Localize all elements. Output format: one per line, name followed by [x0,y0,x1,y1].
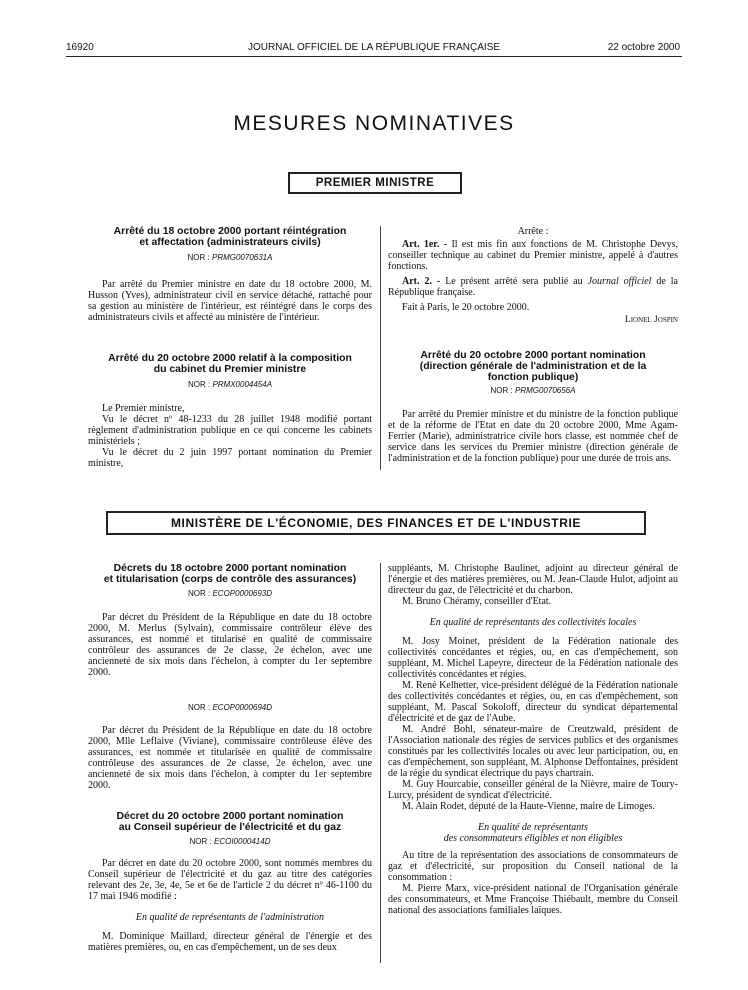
fait-a-paris: Fait à Paris, le 20 octobre 2000. [402,302,530,313]
nor-reference: NOR : ECOP0000694D [187,703,273,712]
page-number: 16920 [66,42,94,53]
decrets-right-column [388,563,678,916]
member-entry: suppléants, M. Christophe Baulinet, adjoint au directeur général de l'énergie et des matières premières, ou M. Jean-Claude Hulot, adjoint au directeur du gaz, de l'électricité et du charbon. [388,563,678,596]
subsection-heading: En qualité de représentants des collectivités locales [429,617,637,628]
member-entry: M. Pierre Marx, vice-président national de l'Organisation générale des consommateurs, et Mme Françoise Thiébault, membre du Conseil national des associations familiales laïques. [388,883,678,916]
nor-reference: NOR : ECOI0000414D [189,837,271,846]
section-banner-premier-ministre: PREMIER MINISTRE [288,172,462,194]
arrete-title: Arrêté du 20 octobre 2000 portant nomination (direction générale de l'administration et de la fonction publique) [419,350,647,383]
arrete-text: Par arrêté du Premier ministre et du ministre de la fonction publique et de la réforme de l'Etat en date du 20 octobre 2000, Mme Agam-Ferrier (Marie), administratrice civile hors classe, est nommée chef de service dans les services du Premier ministre (direction générale de l'administration et de la fonction publique) pour une durée de trois ans. [388,409,678,464]
arrete-cabinet-continued [388,226,678,464]
issue-date: 22 octobre 2000 [607,42,680,53]
subsection-heading: En qualité de représentants des consommateurs éligibles et non éligibles [443,822,623,844]
nor-reference: NOR : PRMG0070656A [490,386,576,395]
member-entry: M. Dominique Maillard, directeur général de l'énergie et des matières premières, ou, en cas d'empêchement, un de ses deux [88,931,372,953]
member-entry: M. Josy Moinet, président de la Fédération nationale des collectivités concédantes et régies, ou, en cas d'empêchement, son suppléant, M. Michel Lapeyre, directeur de la Fédération nationale des collectivités concédantes et régies. [388,636,678,680]
arrete-reintegration [88,226,372,469]
paragraph: Le Premier ministre, [102,403,185,414]
section-banner-minefi: MINISTÈRE DE L'ÉCONOMIE, DES FINANCES ET DE L'INDUSTRIE [106,511,646,535]
article-2: Art. 2. - Le présent arrêté sera publié au Journal officiel de la République française. [388,276,678,298]
decret-title: Décrets du 18 octobre 2000 portant nomination et titularisation (corps de contrôle des assurances) [103,563,357,585]
page-title: MESURES NOMINATIVES [233,112,515,135]
decret-text: Par décret du Président de la République en date du 18 octobre 2000, Mlle Leflaive (Viviane), commissaire contrôleuse élève des assurances, est nommée et titularisée en qualité de commissaire contrôleuse des assurances de 2e classe, 2e échelon, avec une ancienneté de six mois dans l'échelon, à compter du 1er septembre 2000. [88,725,372,791]
subsection-heading: En qualité de représentants de l'administration [135,912,325,923]
member-entry: M. Alain Rodet, député de la Haute-Vienne, maire de Limoges. [402,801,655,812]
paragraph: Vu le décret du 2 juin 1997 portant nomination du Premier ministre, [88,447,372,469]
journal-title: JOURNAL OFFICIEL DE LA RÉPUBLIQUE FRANÇAISE [247,42,501,53]
arrete-word: Arrête : [517,226,549,237]
decrets-left-column [88,563,372,953]
nor-reference: NOR : PRMG0070631A [187,253,273,262]
signature: Lionel Jospin [624,315,678,325]
member-entry: M. Guy Hourcabie, conseiller général de la Nièvre, maire de Toury-Lurcy, président de syndicat d'électricité. [388,779,678,801]
member-entry: M. André Bohl, sénateur-maire de Creutzwald, président de l'Association nationale des régies de services publics et des organismes constitués par les collectivités locales ou avec leur participation, ou, en cas d'empêchement, son suppléant, M. Alphonse Deffontaines, président de la régie du syndicat électrique du pays chartrain. [388,724,678,779]
decret-text: Par décret en date du 20 octobre 2000, sont nommés membres du Conseil supérieur de l'électricité et du gaz au titre des catégories relevant des 2e, 3e, 4e, 5e et 6e de l'article 2 du décret nº 46-1100 du 17 mai 1946 modifié : [88,858,372,902]
member-entry: Au titre de la représentation des associations de consommateurs de gaz et d'électricité, sur proposition du Conseil national de la consommation : [388,850,678,883]
member-entry: M. Bruno Chéramy, conseiller d'Etat. [402,596,552,607]
article-1: Art. 1er. - Il est mis fin aux fonctions de M. Christophe Devys, conseiller technique au cabinet du Premier ministre, appelé à d'autres fonctions. [388,239,679,272]
column-separator [380,226,381,470]
header-rule [66,56,682,57]
arrete-title: Arrêté du 18 octobre 2000 portant réintégration et affectation (administrateurs civils) [113,226,347,248]
nor-reference: NOR : PRMX0004454A [187,380,273,389]
arrete-title: Arrêté du 20 octobre 2000 relatif à la composition du cabinet du Premier ministre [108,353,352,375]
column-separator [380,563,381,963]
member-entry: M. René Kelhetter, vice-président délégué de la Fédération nationale des collectivités concédantes et régies, ou, en cas d'empêchement, son suppléant, M. Pascal Sokoloff, directeur du syndicat départemental d'électricité et de gaz de l'Aube. [388,680,678,724]
decret-text: Par décret du Président de la République en date du 18 octobre 2000, M. Merlus (Sylvain), commissaire contrôleur élève des assurances, est nommé et titularisé en qualité de commissaire contrôleur des assurances de 2e classe, 2e échelon, avec une ancienneté de six mois dans l'échelon, à compter du 1er septembre 2000. [88,612,372,678]
nor-reference: NOR : ECOP0000693D [187,589,273,598]
paragraph: Vu le décret nº 48-1233 du 28 juillet 1948 modifié portant règlement d'administration publique en ce qui concerne les cabinets ministériels ; [88,414,372,447]
arrete-text: Par arrêté du Premier ministre en date du 18 octobre 2000, M. Husson (Yves), administrateur civil en service détaché, rattaché pour sa gestion au ministère de l'intérieur, est réintégré dans le corps des administrateurs civils et affecté au ministère de l'intérieur. [88,279,372,323]
decret-title: Décret du 20 octobre 2000 portant nomination au Conseil supérieur de l'électricité et du gaz [116,811,344,833]
